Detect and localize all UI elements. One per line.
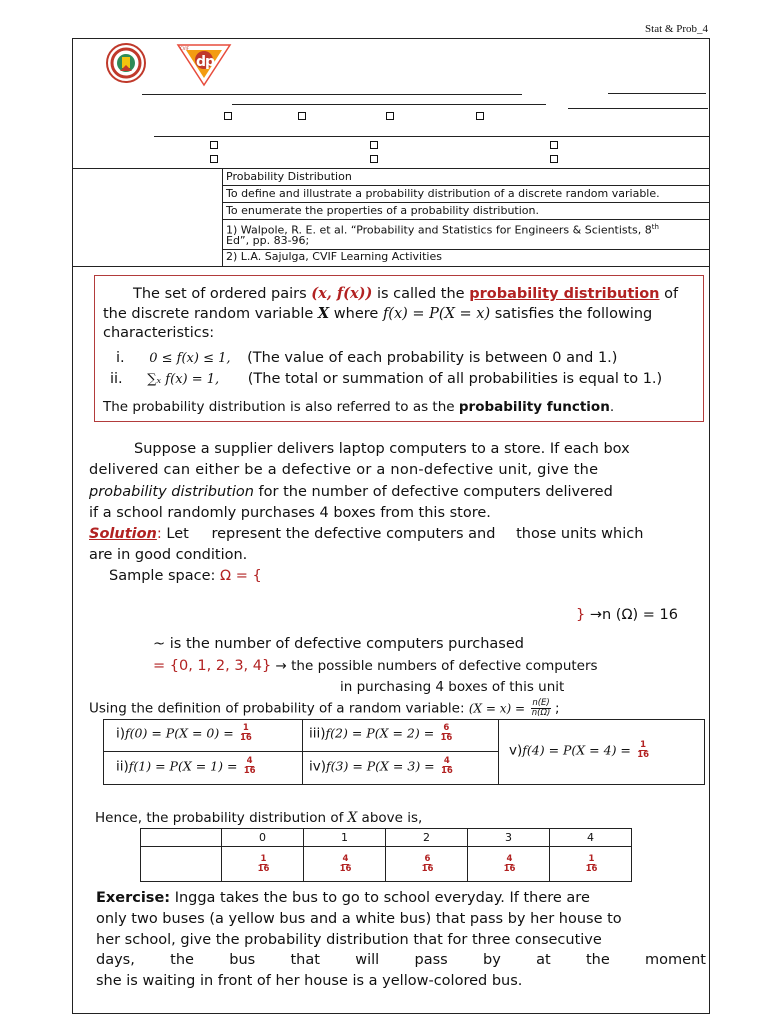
exercise-line-2: only two buses (a yellow bus and a white bus) that pass by her house to bbox=[96, 911, 622, 927]
lesson-objective: To define and illustrate a probability distribution of a discrete random variable. bbox=[226, 187, 660, 200]
table-cell: 4 bbox=[550, 829, 632, 847]
table-row bbox=[141, 847, 632, 882]
problem-line-2: delivered can either be a defective or a non-defective unit, give the bbox=[89, 462, 599, 478]
cvif-logo-text: CVIF bbox=[180, 46, 190, 51]
problem-line-4: if a school randomly purchases 4 boxes from this store. bbox=[89, 505, 491, 521]
definition-note: The probability distribution is also referred to as the probability function. bbox=[103, 399, 615, 415]
exercise-line-4: days, the bus that will pass by at the moment bbox=[96, 952, 706, 968]
grid-divider bbox=[498, 719, 499, 785]
header-line bbox=[232, 104, 546, 105]
header-checkbox[interactable] bbox=[550, 141, 558, 149]
school-seal-logo bbox=[106, 43, 146, 83]
table-cell: $\frac{1}{16}$ bbox=[550, 847, 632, 882]
table-cell bbox=[141, 829, 222, 847]
lesson-reference-1-cont: Ed”, pp. 83-96; bbox=[226, 234, 310, 247]
info-row-line bbox=[222, 202, 710, 203]
random-variable-values-cont: in purchasing 4 boxes of this unit bbox=[340, 679, 565, 695]
table-cell: 1 bbox=[304, 829, 386, 847]
header-line bbox=[568, 108, 708, 109]
probability-f1: ii)f(1) = P(X = 1) = $\frac{4}{16}$ bbox=[116, 756, 256, 776]
definition-item-2: ii. ∑ₓ f(x) = 1, (The total or summation of all probabilities is equal to 1.) bbox=[110, 371, 663, 387]
info-divider bbox=[222, 168, 223, 266]
definition-of-probability: Using the definition of probability of a random variable: (X = x) = $\frac{n(E)}{n(\Omega)}$ ; bbox=[89, 698, 560, 718]
header-checkbox[interactable] bbox=[224, 112, 232, 120]
table-cell: 0 bbox=[222, 829, 304, 847]
lesson-reference-2: 2) L.A. Sajulga, CVIF Learning Activities bbox=[226, 250, 442, 263]
header-checkbox[interactable] bbox=[370, 155, 378, 163]
lesson-reference-1: 1) Walpole, R. E. et al. “Probability and Statistics for Engineers & Scientists, 8th bbox=[226, 223, 659, 237]
probability-f0: i)f(0) = P(X = 0) = $\frac{1}{16}$ bbox=[116, 723, 252, 743]
header-line bbox=[154, 136, 710, 137]
table-cell: $\frac{4}{16}$ bbox=[468, 847, 550, 882]
cvif-logo bbox=[176, 42, 232, 87]
header-checkbox[interactable] bbox=[370, 141, 378, 149]
solution-line: Solution: Let represent the defective computers and those units which bbox=[89, 526, 644, 542]
table-cell bbox=[141, 847, 222, 882]
sample-space-count: } →n (Ω) = 16 bbox=[576, 607, 679, 623]
exercise-line-1: Exercise: Ingga takes the bus to go to school everyday. If there are bbox=[96, 890, 590, 906]
header-checkbox[interactable] bbox=[210, 155, 218, 163]
table-cell: $\frac{4}{16}$ bbox=[304, 847, 386, 882]
solution-line-2: are in good condition. bbox=[89, 547, 248, 563]
table-cell: 2 bbox=[386, 829, 468, 847]
random-variable-desc: ~ is the number of defective computers purchased bbox=[153, 636, 524, 652]
exercise-line-5: she is waiting in front of her house is a yellow-colored bus. bbox=[96, 973, 523, 989]
hence-line: Hence, the probability distribution of X above is, bbox=[95, 810, 423, 826]
svg-text:d: d bbox=[196, 54, 207, 70]
header-checkbox[interactable] bbox=[298, 112, 306, 120]
sample-space-line: Sample space: Ω = { bbox=[109, 568, 262, 584]
random-variable-values: = {0, 1, 2, 3, 4} → the possible numbers of defective computers bbox=[153, 658, 598, 674]
problem-line-1: Suppose a supplier delivers laptop computers to a store. If each box bbox=[134, 441, 630, 457]
page-tag: Stat & Prob_4 bbox=[645, 23, 708, 35]
table-cell: $\frac{1}{16}$ bbox=[222, 847, 304, 882]
probability-f3: iv)f(3) = P(X = 3) = $\frac{4}{16}$ bbox=[309, 756, 453, 776]
header-checkbox[interactable] bbox=[386, 112, 394, 120]
definition-item-1: i. 0 ≤ f(x) ≤ 1, (The value of each probability is between 0 and 1.) bbox=[116, 350, 618, 366]
header-checkbox[interactable] bbox=[476, 112, 484, 120]
distribution-table bbox=[140, 828, 632, 882]
header-checkbox[interactable] bbox=[550, 155, 558, 163]
definition-line-1: The set of ordered pairs (x, f(x)) is called the probability distribution of bbox=[133, 285, 679, 302]
lesson-topic: Probability Distribution bbox=[226, 170, 352, 183]
grid-divider bbox=[302, 719, 303, 785]
header-line bbox=[142, 94, 522, 95]
table-cell: $\frac{6}{16}$ bbox=[386, 847, 468, 882]
header-line bbox=[72, 168, 710, 169]
info-row-line bbox=[222, 185, 710, 186]
problem-line-3: probability distribution for the number of defective computers delivered bbox=[89, 484, 613, 500]
svg-text:p: p bbox=[205, 54, 216, 70]
definition-line-3: characteristics: bbox=[103, 325, 215, 341]
header-checkbox[interactable] bbox=[210, 141, 218, 149]
info-row-line bbox=[72, 266, 710, 267]
probability-f4: v)f(4) = P(X = 4) = $\frac{1}{16}$ bbox=[509, 740, 650, 760]
exercise-line-3: her school, give the probability distribution that for three consecutive bbox=[96, 932, 602, 948]
table-cell: 3 bbox=[468, 829, 550, 847]
probability-f2: iii)f(2) = P(X = 2) = $\frac{6}{16}$ bbox=[309, 723, 453, 743]
grid-divider bbox=[103, 751, 498, 752]
header-line bbox=[608, 93, 706, 94]
lesson-objective-2: To enumerate the properties of a probability distribution. bbox=[226, 204, 539, 217]
table-row bbox=[141, 829, 632, 847]
definition-line-2: the discrete random variable X where f(x) = P(X = x) satisfies the following bbox=[103, 305, 653, 322]
